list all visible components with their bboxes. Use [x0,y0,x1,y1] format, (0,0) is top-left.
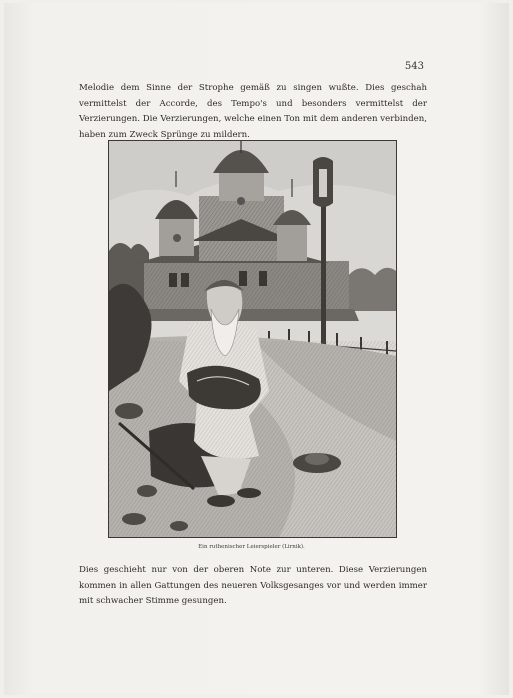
trees-right [344,268,396,311]
figure-caption: Ein ruthenischer Leierspieler (Lirnik). [198,544,305,550]
engraving-drawing [109,141,396,537]
paragraph-bottom: Dies geschieht nur von der oberen Note zur unteren. Diese Verzierungen kommen in allen Gattungen des neueren Volksgesanges vor und werden immer mit schwacher Stimme gesungen. [79,565,427,606]
paragraph-top: Melodie dem Sinne der Strophe gemäß zu singen wußte. Dies geschah vermittelst der Accorde, des Tempo's und besonders vermittelst der Verzierungen. Die Verzierungen, welche einen Ton mit dem anderen verbinden, haben zum Zweck Sprünge zu mildern. [79,83,427,140]
engraving-illustration [108,140,397,538]
page-number: 543 [404,61,424,72]
